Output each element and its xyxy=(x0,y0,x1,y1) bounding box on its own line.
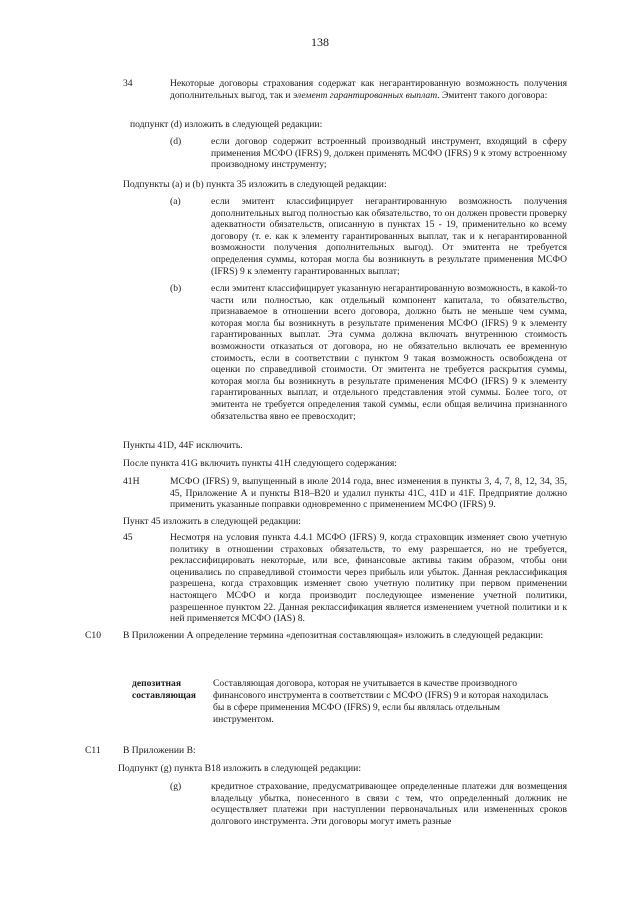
item-b-text: если эмитент классифицирует указанную негарантированную возможность, в какой-то части или полностью, как отдельный компонент капитала, то обязательство, признаваемое в отношении всего договора, должно быть не меньше чем сумма, которая могла бы возникнуть в результате применения МСФО (IFRS) 9 к элементу гарантированных выплат. Эта сумма должна включать внутреннюю стоимость возможности отказаться от договора, но не обязательно включать ее временную стоимость, если в соответствии с пунктом 9 такая возможность освобождена от оценки по справедливой стоимости. От эмитента не требуется раскрытия суммы, которая могла бы возникнуть в результате применения МСФО (IFRS) 9 к элементу гарантированных выплат, и отдельного представления этой суммы. Более того, от эмитента не требуется определения такой суммы, если общая величина признанного обязательства явно ее превосходит; xyxy=(211,283,567,422)
item-a-text: если эмитент классифицирует негарантированную возможность получения дополнительных выгод полностью как обязательство, то он должен провести проверку адекватности обязательств, описанную в пунктах 15 - 19, применительно ко всему договору (т. е. как к элементу гарантированных выплат, так и к негарантированной возможности получения дополнительных выгод). От эмитента не требуется определения суммы, которая могла бы возникнуть в результате применения МСФО (IFRS) 9 к элементу гарантированных выплат; xyxy=(211,196,567,277)
item-g-text: кредитное страхование, предусматривающее определенные платежи для возмещения владельцу убытка, понесенного в связи с тем, что определенный должник не осуществляет платежи при наступлении первоначальных или измененных сроков долгового инструмента. Эти договоры могут иметь разные xyxy=(211,781,567,827)
paragraph-34-text-a: Некоторые договоры страхования содержат как негарантированную возможность получения дополнительных выгод, так и xyxy=(170,78,567,101)
paragraph-34-text xyxy=(170,78,567,101)
paragraph-45-text: Несмотря на условия пункта 4.4.1 МСФО (IFRS) 9, когда страховщик изменяет свою учетную политику в отношении страховых обязательств, то ему разрешается, но не требуется, реклассифицировать некоторые, или все, финансовые активы таким образом, чтобы они оценивались по справедливой стоимости через прибыль или убыток. Данная реклассификация разрешена, когда страховщик изменяет свою учетную политику при первом применении настоящего МСФО и когда производит последующее изменение учетной политики, разрешенное пунктом 22. Данная реклассификация является изменением учетной политики и к ней применяется МСФО (IAS) 8. xyxy=(170,532,567,625)
paragraph-41h-text: МСФО (IFRS) 9, выпущенный в июле 2014 года, внес изменения в пункты 3, 4, 7, 8, 12, 34, 35, 45, Приложение А и пункты В18–В20 и удалил пункты 41С, 41D и 41F. Предприятие должно применить указанные поправки одновременно с применением МСФО (IFRS) 9. xyxy=(170,476,567,511)
paragraph-34-emphasis: элемент гарантированных выплат xyxy=(292,89,438,101)
paragraph-34-number: 34 xyxy=(123,78,133,89)
instruction-45: Пункт 45 изложить в следующей редакции: xyxy=(123,516,301,527)
item-b-label: (b) xyxy=(170,283,182,294)
item-a-label: (a) xyxy=(170,196,181,207)
paragraph-45-number: 45 xyxy=(123,532,133,543)
page-number: 138 xyxy=(311,35,329,49)
item-d-text: если договор содержит встроенный производный инструмент, входящий в сферу применения МСФО (IFRS) 9, должен применять МСФО (IFRS) 9 к этому встроенному производному инструменту; xyxy=(211,136,567,171)
paragraph-41h-number: 41H xyxy=(123,476,140,487)
instruction-after-41g: После пункта 41G включить пункты 41H следующего содержания: xyxy=(123,458,397,469)
instruction-exclude: Пункты 41D, 44F исключить. xyxy=(123,440,243,451)
paragraph-34-text-b: . Эмитент такого договора: xyxy=(437,89,548,101)
section-c11-number: С11 xyxy=(85,745,101,756)
definition-term-line-2: составляющая xyxy=(132,690,196,701)
section-c10-number: С10 xyxy=(85,630,101,641)
instruction-item-g: Подпункт (g) пункта В18 изложить в следующей редакции: xyxy=(118,763,361,774)
section-c10-text: В Приложении А определение термина «депозитная составляющая» изложить в следующей редакции: xyxy=(123,630,544,641)
definition-text: Составляющая договора, которая не учитывается в качестве производного финансового инструмента в соответствии с МСФО (IFRS) 9 и которая находилась бы в сфере применения МСФО (IFRS) 9, если бы являлась отдельным инструментом. xyxy=(213,678,549,725)
item-d-label: (d) xyxy=(170,136,182,147)
definition-term-line-1: депозитная xyxy=(132,678,182,689)
item-g-label: (g) xyxy=(170,781,182,792)
section-c11-text: В Приложении В: xyxy=(123,745,196,756)
instruction-items-a-b: Подпункты (a) и (b) пункта 35 изложить в следующей редакции: xyxy=(123,179,387,190)
instruction-subitem-d: подпункт (d) изложить в следующей редакции: xyxy=(130,119,323,130)
